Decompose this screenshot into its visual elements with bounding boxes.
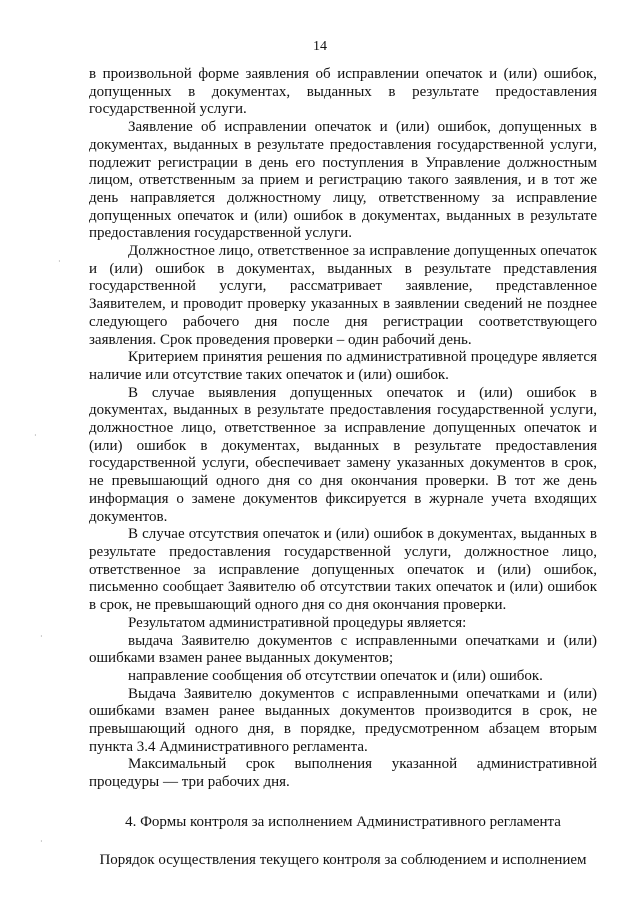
paragraph-continuation: в произвольной форме заявления об исправлении опечаток и (или) ошибок, допущенных в документах, выданных в результате предоставления государственной услуги. — [89, 66, 597, 118]
paragraph-official-check: Должностное лицо, ответственное за исправление допущенных опечаток и (или) ошибок в документах, выданных в результате представления государственной услуги, рассматривает заявление, представленное Заявителем, и проводит проверку указанных в заявлении сведений не позднее следующего рабочего дня после дня регистрации соответствующего заявления. Срок проведения проверки – один рабочий день. — [89, 243, 597, 348]
paragraph-result-intro: Результатом административной процедуры является: — [128, 614, 467, 631]
scan-speck: · — [40, 837, 43, 846]
paragraph-issue-deadline: Выдача Заявителю документов с исправленными опечатками и (или) ошибками взамен ранее выданных документов производится в срок, не превышающий одного дня, в порядке, предусмотренном абзацем вторым пункта 3.4 Административного регламента. — [89, 685, 597, 755]
subsection-heading: Порядок осуществления текущего контроля за соблюдением и исполнением — [99, 851, 587, 868]
spacer — [89, 832, 597, 852]
page-number: 14 — [313, 39, 327, 54]
document-body — [89, 66, 597, 869]
paragraph-no-errors: В случае отсутствия опечаток и (или) ошибок в документах, выданных в результате предоставления государственной услуги, должностное лицо, ответственное за исправление допущенных опечаток и (или) ошибок, письменно сообщает Заявителю об отсутствии таких опечаток и (или) ошибок в срок, не превышающий одного дня со дня окончания проверки. — [89, 526, 597, 614]
paragraph-decision-criterion: Критерием принятия решения по административной процедуре является наличие или отсутствие таких опечаток и (или) ошибок. — [89, 349, 597, 383]
section-heading: 4. Формы контроля за исполнением Административного регламента — [125, 813, 561, 830]
paragraph-application-registration: Заявление об исправлении опечаток и (или) ошибок, допущенных в документах, выданных в результате предоставления государственной услуги, подлежит регистрации в день его поступления в Управление должностным лицом, ответственным за прием и регистрацию такого заявления, и в тот же день направляется должностному лицу, ответственному за исправление допущенных опечаток и (или) ошибок в документах, выданных в результате предоставления государственной услуги. — [89, 119, 597, 242]
scan-speck: · — [58, 257, 61, 266]
paragraph-result-notice: направление сообщения об отсутствии опечаток и (или) ошибок. — [128, 667, 543, 684]
paragraph-result-issue: выдача Заявителю документов с исправленными опечатками и (или) ошибками взамен ранее выданных документов; — [89, 632, 597, 667]
paragraph-max-duration: Максимальный срок выполнения указанной административной процедуры — три рабочих дня. — [89, 756, 597, 791]
scan-speck: · — [34, 431, 37, 440]
paragraph-errors-found: В случае выявления допущенных опечаток и (или) ошибок в документах, выданных в результате предоставления государственной услуги, должностное лицо, ответственное за исправление допущенных опечаток и (или) ошибок в документах, выданных в результате предоставления государственной услуги, обеспечивает замену указанных документов в срок, не превышающий одного дня со дня окончания проверки. В тот же день информация о замене документов фиксируется в журнале учета входящих документов. — [89, 384, 597, 525]
spacer — [89, 792, 597, 814]
scan-speck: · — [40, 632, 43, 641]
